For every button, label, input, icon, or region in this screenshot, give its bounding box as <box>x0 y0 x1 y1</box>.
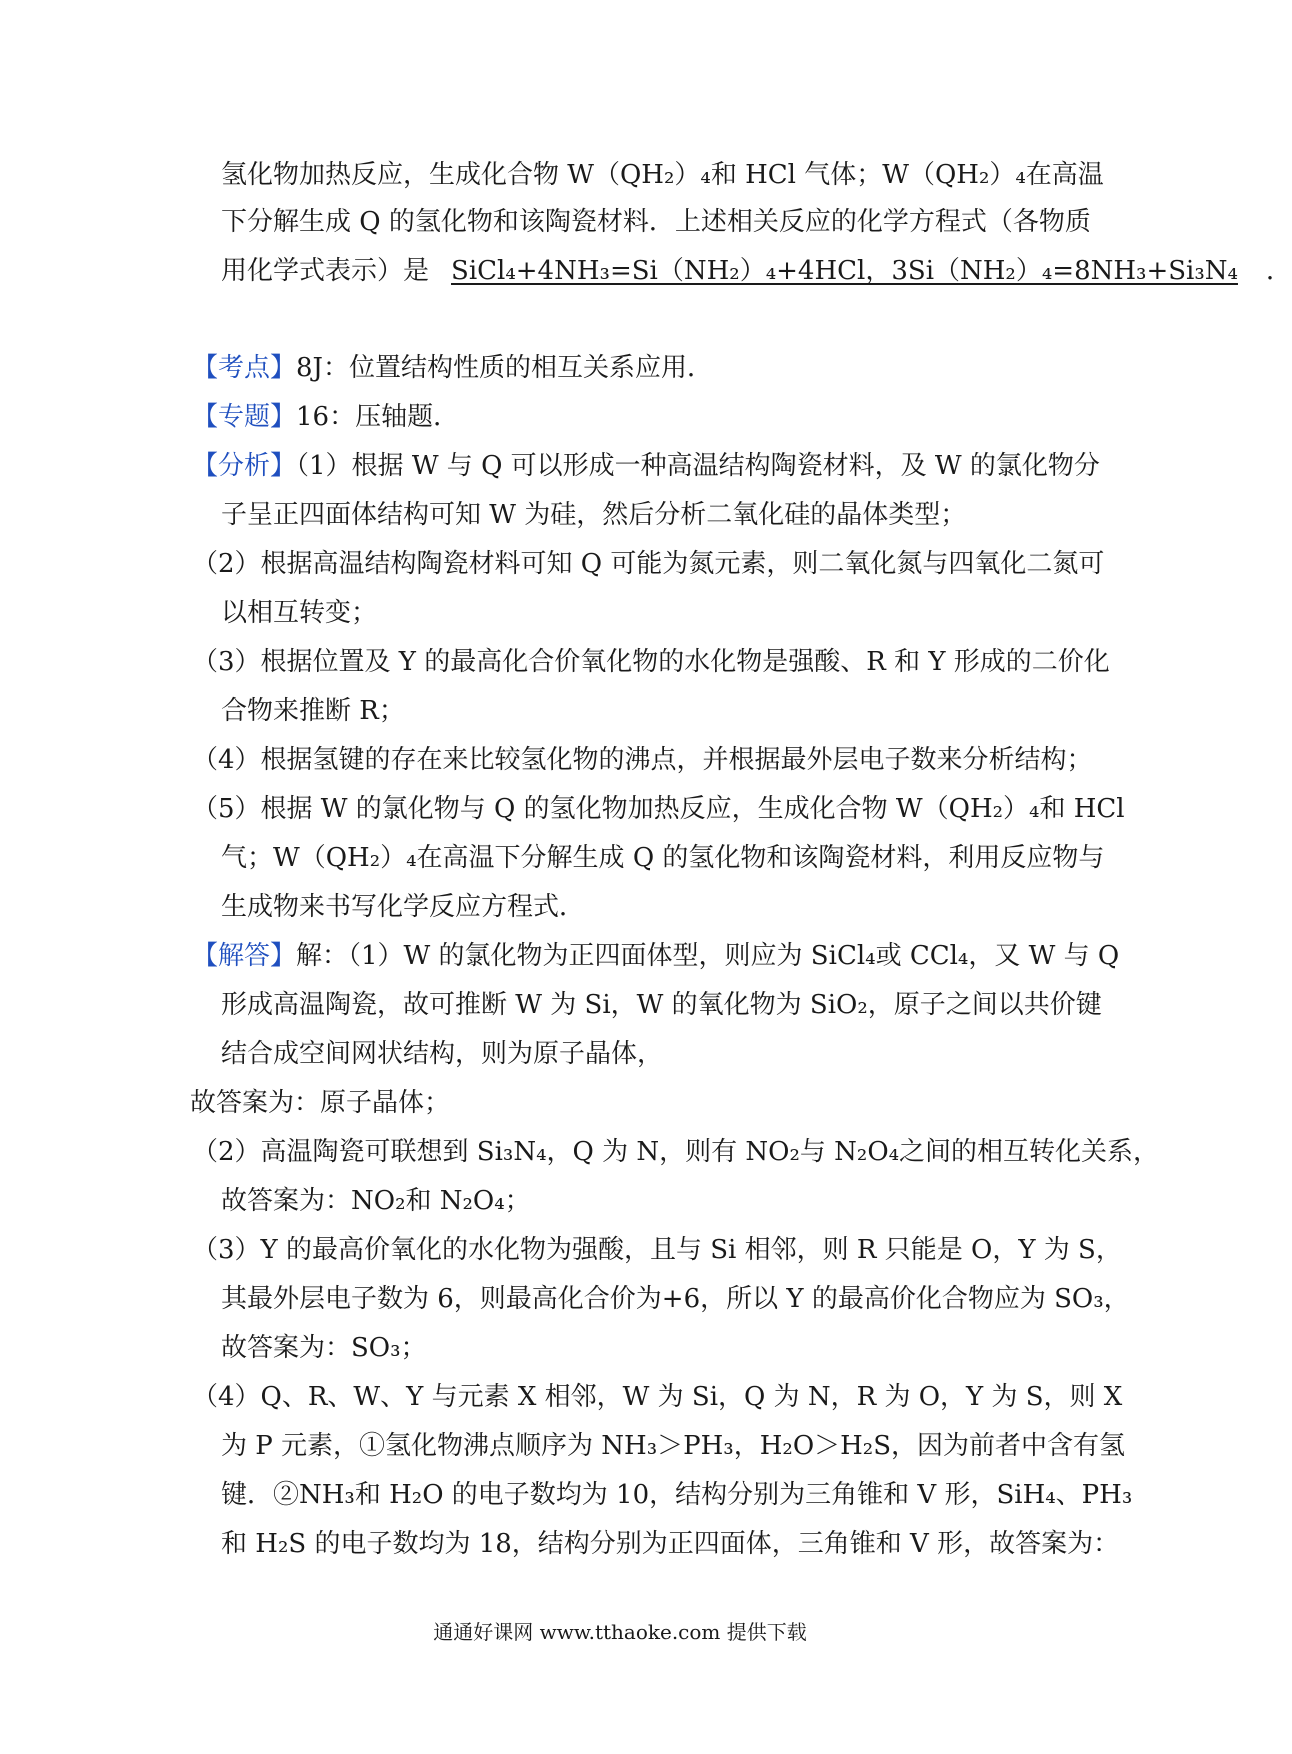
text: 氢化物加热反应，生成化合物 W（QH₂）₄和 HCl 气体；W（QH₂）₄在高温 <box>221 160 1104 190</box>
text: 合物来推断 R； <box>221 696 405 726</box>
zhuanti-tag: 【专题】 <box>192 402 297 432</box>
text: （5）根据 W 的氯化物与 Q 的氢化物加热反应，生成化合物 W（QH₂）₄和 HCl <box>192 794 1125 824</box>
answer-equation: SiCl₄+4NH₃=Si（NH₂）₄+4HCl，3Si（NH₂）₄=8NH₃+Si₃N₄ <box>451 256 1238 286</box>
text: 和 H₂S 的电子数均为 18，结构分别为正四面体，三角锥和 V 形，故答案为： <box>221 1529 1120 1559</box>
text: 结合成空间网状结构，则为原子晶体， <box>221 1039 664 1069</box>
zhuanti-text: 16：压轴题． <box>296 402 460 432</box>
text: 故答案为：NO₂和 N₂O₄； <box>221 1186 531 1216</box>
text: （2）根据高温结构陶瓷材料可知 Q 可能为氮元素，则二氧化氮与四氧化二氮可 <box>192 549 1105 579</box>
text: ． <box>1265 256 1292 286</box>
page-footer: 通通好课网 www.tthaoke.com 提供下载 <box>433 1620 807 1644</box>
text: 其最外层电子数为 6，则最高化合价为+6，所以 Y 的最高价化合物应为 SO₃， <box>221 1284 1130 1314</box>
text: 生成物来书写化学反应方程式． <box>221 892 586 922</box>
text: 用化学式表示）是 <box>221 256 430 286</box>
text: 解：（1）W 的氯化物为正四面体型，则应为 SiCl₄或 CCl₄，又 W 与 Q <box>296 941 1120 971</box>
text: 为 P 元素，①氢化物沸点顺序为 NH₃＞PH₃，H₂O＞H₂S，因为前者中含有氢 <box>221 1431 1126 1461</box>
text: （4）Q、R、W、Y 与元素 X 相邻，W 为 Si，Q 为 N，R 为 O，Y 为 S，则 X <box>192 1382 1123 1412</box>
text: 以相互转变； <box>221 598 378 628</box>
text: （2）高温陶瓷可联想到 Si₃N₄，Q 为 N，则有 NO₂与 N₂O₄之间的相互转化关系， <box>192 1137 1160 1167</box>
jieda-tag: 【解答】 <box>192 941 297 971</box>
fenxi-tag: 【分析】 <box>192 451 297 481</box>
text: 键．②NH₃和 H₂O 的电子数均为 10，结构分别为三角锥和 V 形，SiH₄、PH₃ <box>221 1480 1133 1510</box>
kaodian-text: 8J：位置结构性质的相互关系应用． <box>296 353 713 383</box>
text: 故答案为：SO₃； <box>221 1333 427 1363</box>
text: 故答案为：原子晶体； <box>190 1088 451 1118</box>
text: 气；W（QH₂）₄在高温下分解生成 Q 的氢化物和该陶瓷材料，利用反应物与 <box>221 843 1105 873</box>
text: （4）根据氢键的存在来比较氢化物的沸点，并根据最外层电子数来分析结构； <box>192 745 1093 775</box>
text: （3）Y 的最高价氧化的水化物为强酸，且与 Si 相邻，则 R 只能是 O，Y 为 S， <box>192 1235 1122 1265</box>
text: 子呈正四面体结构可知 W 为硅，然后分析二氧化硅的晶体类型； <box>221 500 967 530</box>
text: 下分解生成 Q 的氢化物和该陶瓷材料．上述相关反应的化学方程式（各物质 <box>221 207 1091 237</box>
text: 形成高温陶瓷，故可推断 W 为 Si，W 的氧化物为 SiO₂，原子之间以共价键 <box>221 990 1102 1020</box>
text: （3）根据位置及 Y 的最高化合价氧化物的水化物是强酸、R 和 Y 形成的二价化 <box>192 647 1110 677</box>
kaodian-tag: 【考点】 <box>192 353 297 383</box>
text: （1）根据 W 与 Q 可以形成一种高温结构陶瓷材料，及 W 的氯化物分 <box>296 451 1100 481</box>
